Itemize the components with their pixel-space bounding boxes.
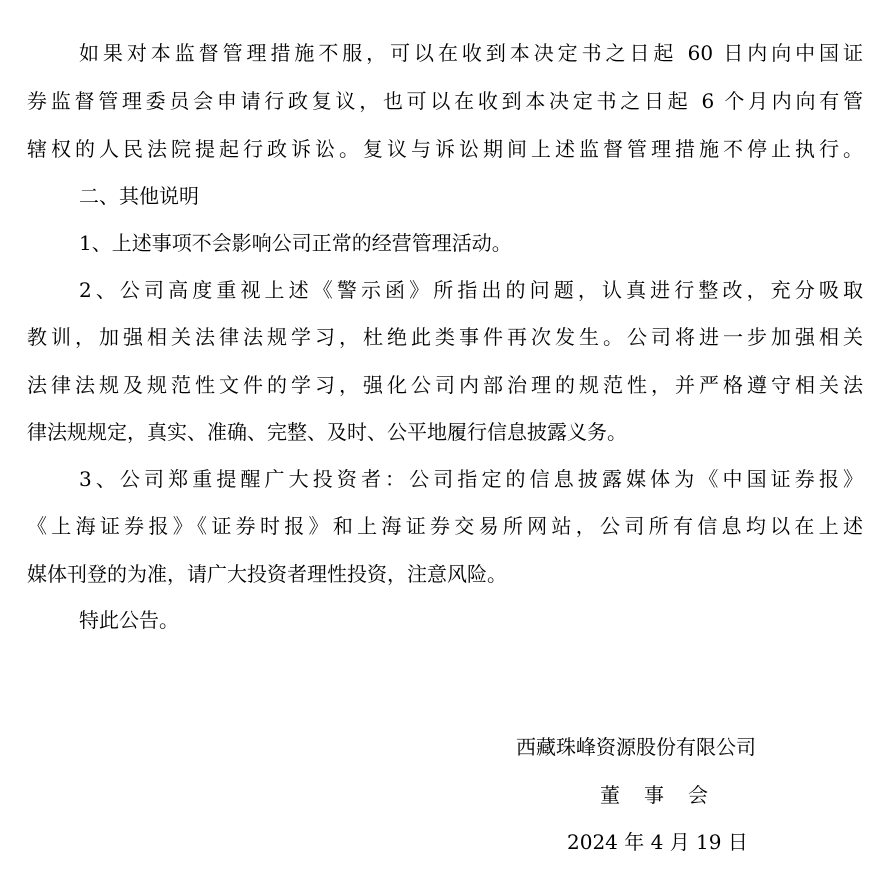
list-item-3-line-3: 媒体刊登的为准，请广大投资者理性投资，注意风险。 (27, 562, 507, 586)
signature-date: 2024 年 4 月 19 日 (567, 830, 748, 854)
paragraph-review-rights-line-3: 辖权的人民法院提起行政诉讼。复议与诉讼期间上述监督管理措施不停止执行。 (27, 137, 863, 161)
signature-company-name: 西藏珠峰资源股份有限公司 (516, 735, 756, 759)
list-item-2-line-3: 法律法规及规范性文件的学习，强化公司内部治理的规范性，并严格遵守相关法 (27, 373, 863, 397)
list-item-2-line-1: 2、公司高度重视上述《警示函》所指出的问题，认真进行整改，充分吸取 (79, 278, 863, 302)
paragraph-review-rights-line-2: 券监督管理委员会申请行政复议，也可以在收到本决定书之日起 6 个月内向有管 (27, 89, 863, 113)
list-item-3-line-2: 《上海证券报》《证券时报》和上海证券交易所网站，公司所有信息均以在上述 (27, 514, 863, 538)
paragraph-review-rights-line-1: 如果对本监督管理措施不服，可以在收到本决定书之日起 60 日内向中国证 (79, 41, 863, 65)
section-heading-other-notes: 二、其他说明 (79, 184, 199, 208)
closing-statement: 特此公告。 (79, 608, 179, 632)
list-item-2-line-4: 律法规规定，真实、准确、完整、及时、公平地履行信息披露义务。 (27, 420, 627, 444)
list-item-1: 1、上述事项不会影响公司正常的经营管理活动。 (79, 231, 512, 255)
list-item-2-line-2: 教训，加强相关法律法规学习，杜绝此类事件再次发生。公司将进一步加强相关 (27, 325, 863, 349)
list-item-3-line-1: 3、公司郑重提醒广大投资者：公司指定的信息披露媒体为《中国证券报》 (79, 467, 863, 491)
signature-board: 董 事 会 (600, 783, 710, 807)
